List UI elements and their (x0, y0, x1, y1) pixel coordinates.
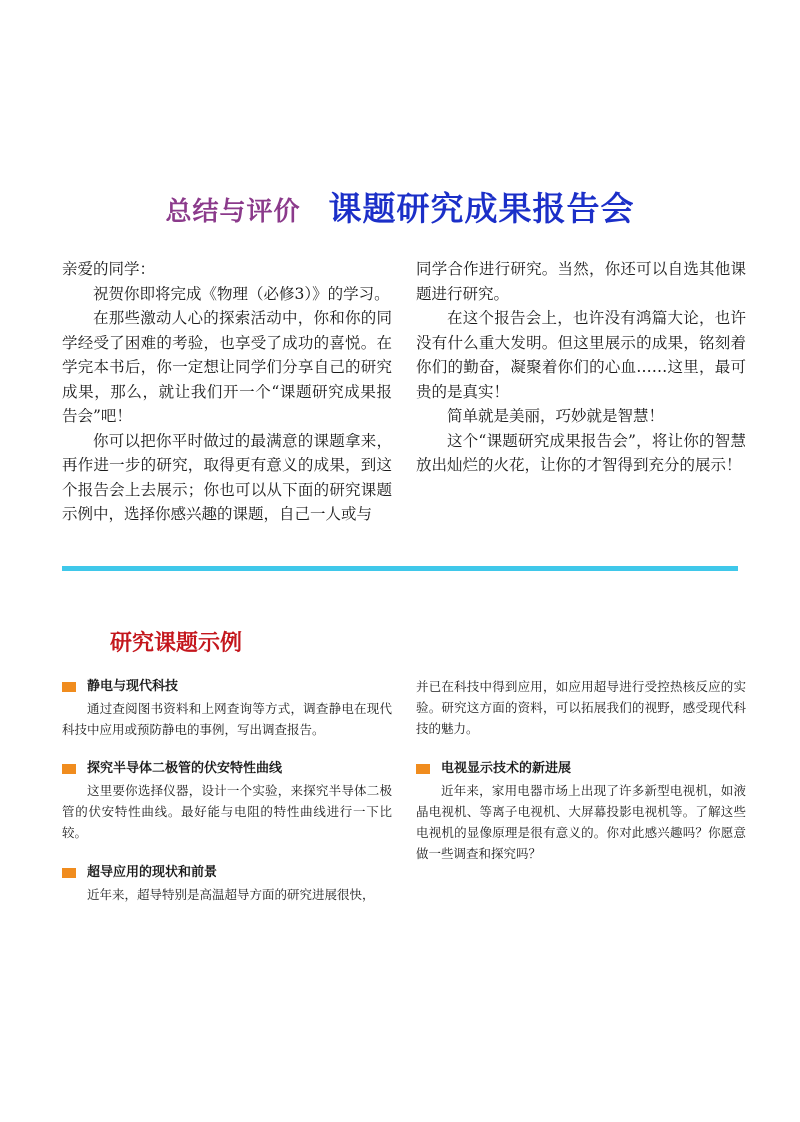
topic-heading (62, 676, 392, 697)
topic-body: 通过查阅图书资料和上网查询等方式，调查静电在现代科技中应用或预防静电的事例，写出调查报告。 (62, 701, 392, 737)
bullet-square-icon (62, 764, 76, 774)
intro-paragraph: 简单就是美丽，巧妙就是智慧！ (447, 407, 665, 425)
topic-heading (416, 758, 746, 779)
topic-item (62, 862, 392, 905)
topic-title: 超导应用的现状和前景 (87, 865, 218, 880)
bullet-square-icon (62, 682, 76, 692)
topic-heading (62, 862, 392, 883)
topic-body-continuation: 并已在科技中得到应用，如应用超导进行受控热核反应的实验。研究这方面的资料，可以拓展我们的视野，感受现代科技的魅力。 (416, 679, 746, 736)
section-divider (62, 566, 738, 571)
topic-heading (62, 758, 392, 779)
intro-paragraph: 同学合作进行研究。当然，你还可以自选其他课题进行研究。 (416, 260, 746, 303)
header-title: 课题研究成果报告会 (328, 189, 635, 228)
topic-title: 探究半导体二极管的伏安特性曲线 (87, 761, 283, 776)
topic-body: 这里要你选择仪器，设计一个实验，来探究半导体二极管的伏安特性曲线。最好能与电阻的特性曲线进行一下比较。 (62, 783, 392, 840)
intro-greeting: 亲爱的同学： (62, 260, 156, 278)
intro-paragraph: 这个“课题研究成果报告会”，将让你的智慧放出灿烂的火花，让你的才智得到充分的展示！ (416, 431, 746, 474)
intro-paragraph: 祝贺你即将完成《物理（必修3）》的学习。 (93, 284, 390, 303)
topic-item (62, 676, 392, 740)
bullet-square-icon (416, 764, 430, 774)
topic-title: 电视显示技术的新进展 (441, 761, 572, 776)
section-title: 研究课题示例 (110, 631, 243, 656)
topic-item (416, 758, 746, 864)
header-subtitle: 总结与评价 (165, 197, 301, 227)
intro-paragraph: 在这个报告会上，也许没有鸿篇大论，也许没有什么重大发明。但这里展示的成果，铭刻着你们的勤奋，凝聚着你们的心血……这里，最可贵的是真实！ (416, 309, 746, 401)
bullet-square-icon (62, 868, 76, 878)
page-header (0, 183, 800, 230)
intro-paragraph: 在那些激动人心的探索活动中，你和你的同学经受了困难的考验，也享受了成功的喜悦。在学完本书后，你一定想让同学们分享自己的研究成果，那么，就让我们开一个“课题研究成果报告会”吧！ (62, 309, 392, 425)
intro-left-column (62, 257, 392, 527)
topic-body: 近年来，家用电器市场上出现了许多新型电视机，如液晶电视机、等离子电视机、大屏幕投影电视机等。了解这些电视机的显像原理是很有意义的。你对此感兴趣吗？你愿意做一些调查和探究吗？ (416, 783, 746, 861)
topic-title: 静电与现代科技 (87, 679, 179, 694)
topic-item (62, 758, 392, 843)
topic-body: 近年来，超导特别是高温超导方面的研究进展很快， (87, 887, 375, 902)
intro-paragraph: 你可以把你平时做过的最满意的课题拿来，再作进一步的研究，取得更有意义的成果，到这个报告会上去展示；你也可以从下面的研究课题示例中，选择你感兴趣的课题，自己一人或与 (62, 431, 392, 523)
intro-right-column (416, 257, 746, 478)
